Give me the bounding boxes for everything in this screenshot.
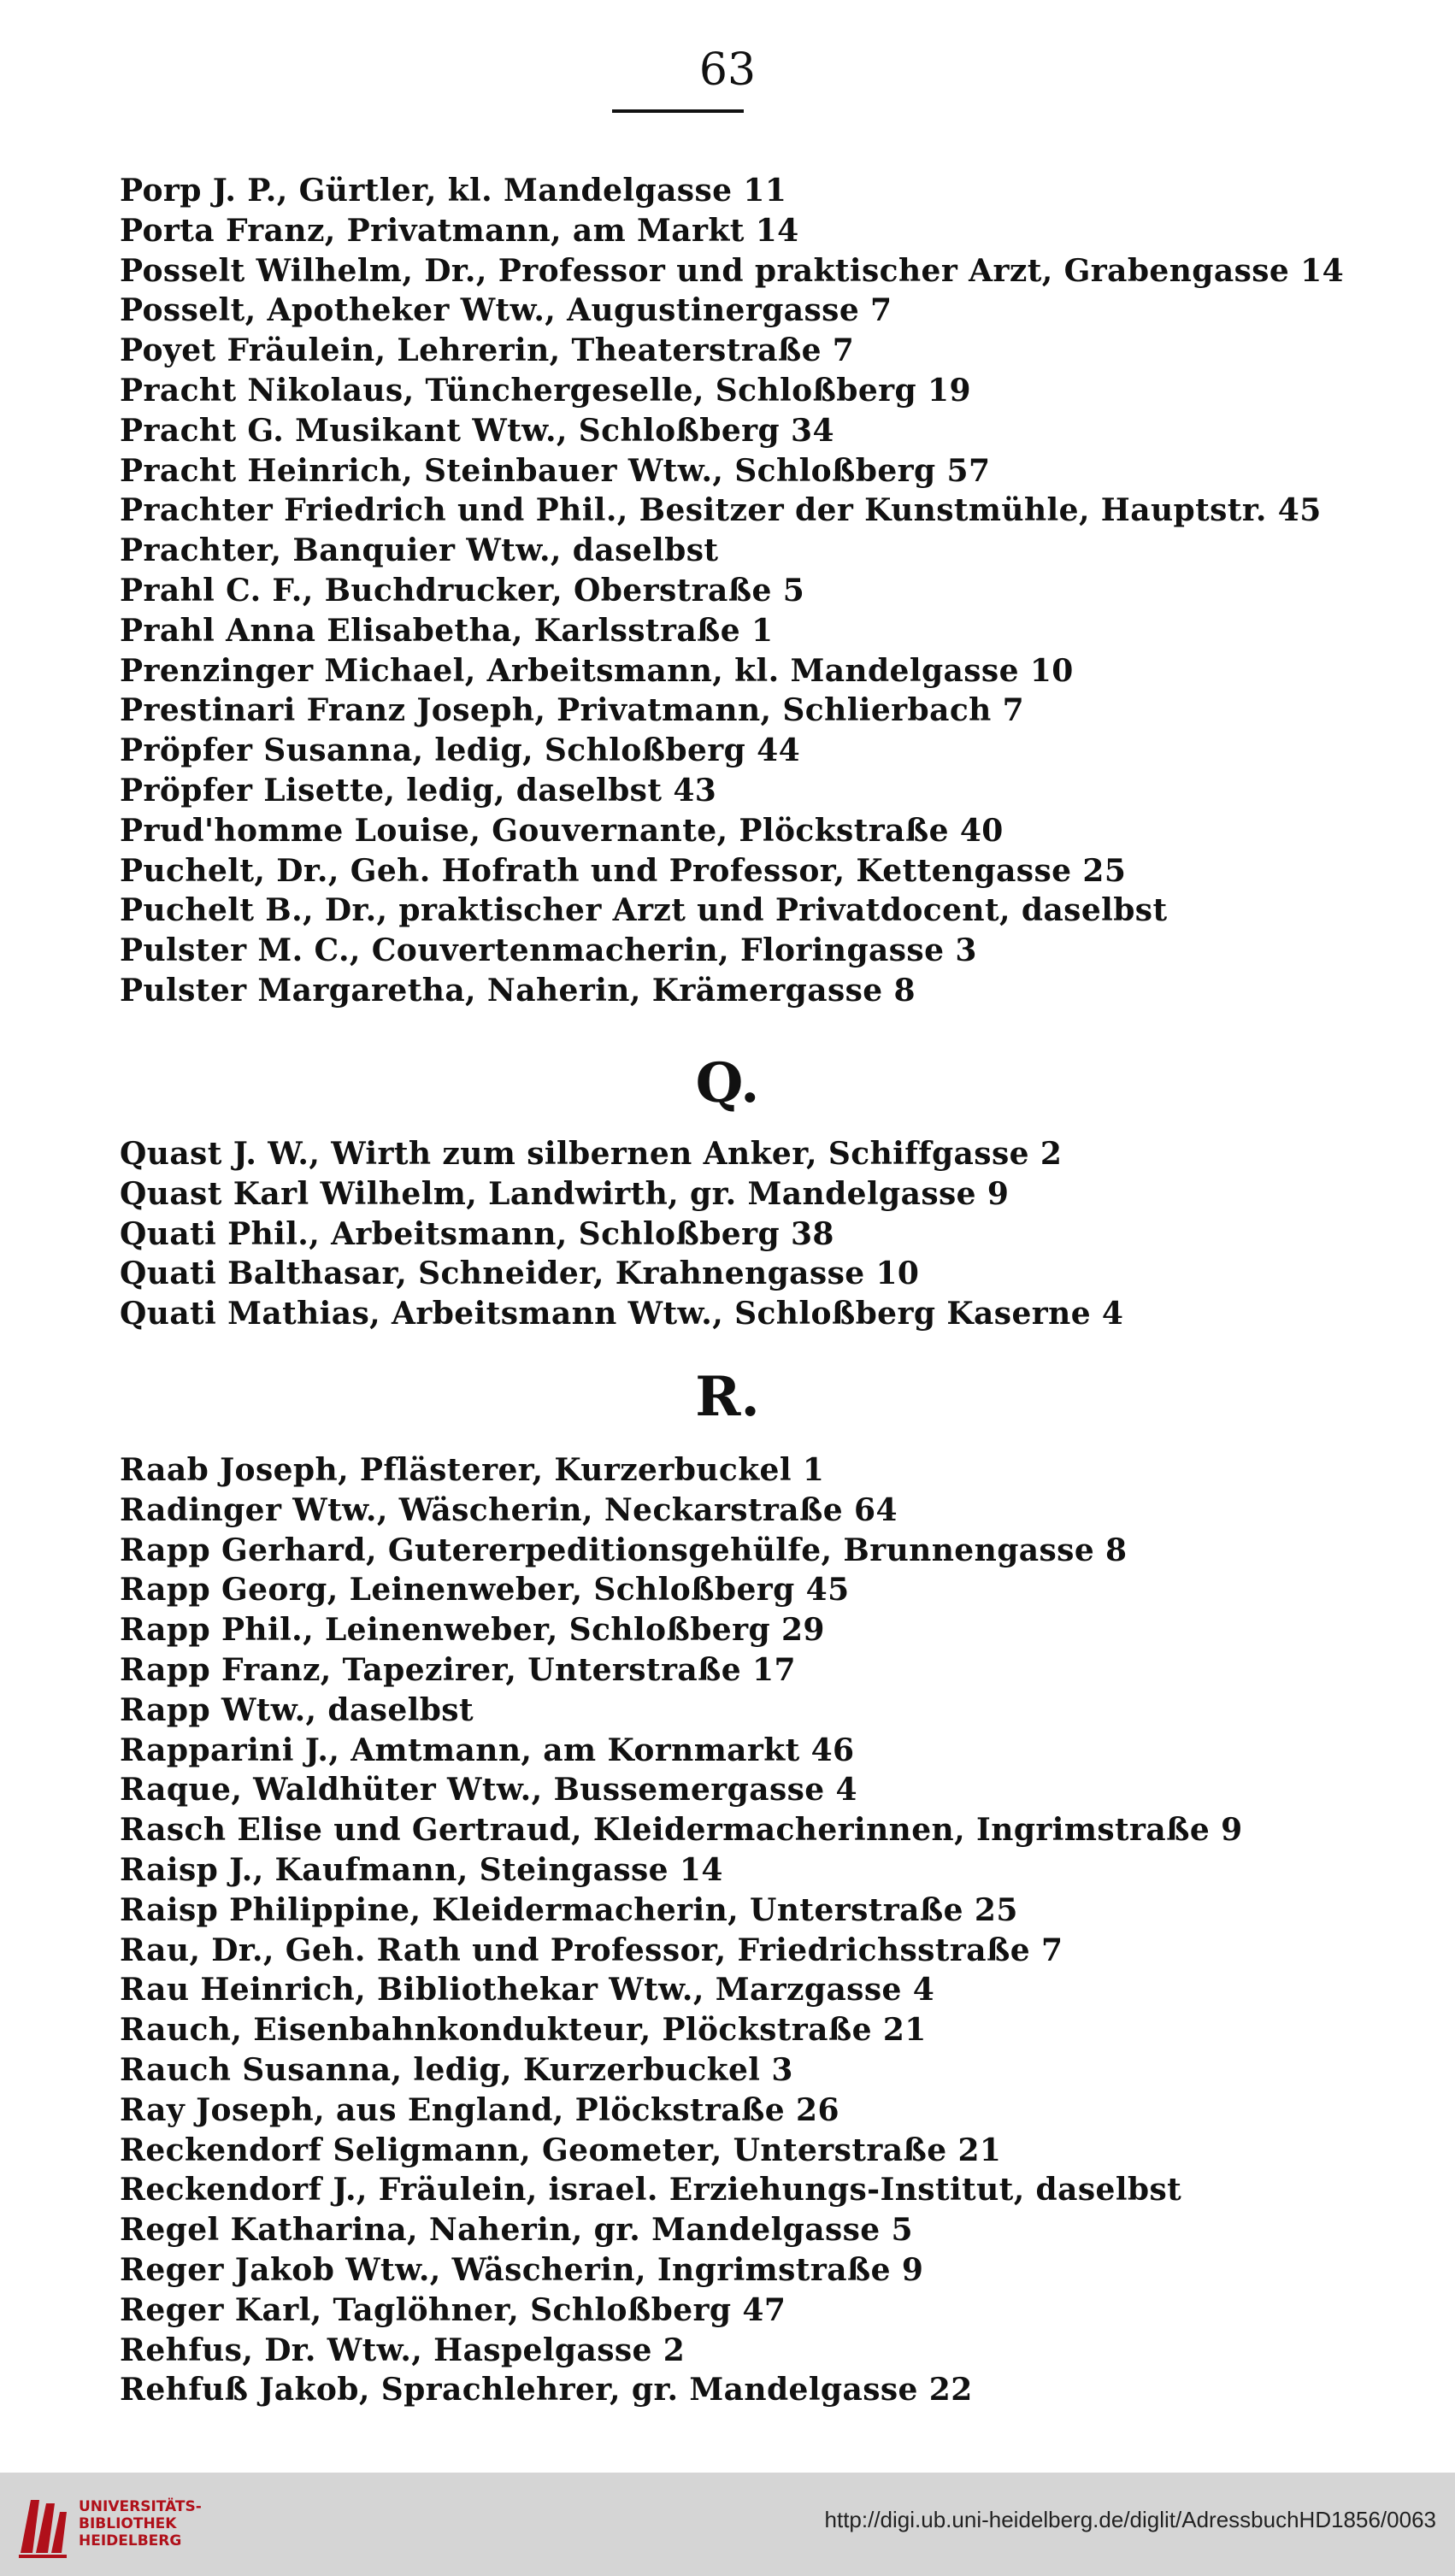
directory-list-r (120, 1450, 1243, 2410)
directory-entry: Rehfuß Jakob, Sprachlehrer, gr. Mandelgasse 22 (120, 2372, 973, 2408)
logo-line: UNIVERSITÄTS- (79, 2498, 202, 2515)
directory-entry: Rapp Gerhard, Gutererpeditionsgehülfe, Brunnengasse 8 (120, 1532, 1128, 1568)
section-heading-q: Q. (695, 1051, 760, 1115)
directory-entry: Rapp Georg, Leinenweber, Schloßberg 45 (120, 1572, 850, 1609)
directory-entry: Raab Joseph, Pflästerer, Kurzerbuckel 1 (120, 1452, 825, 1488)
directory-entry: Prud'homme Louise, Gouvernante, Plöckstraße 40 (120, 812, 1004, 849)
directory-entry: Reckendorf J., Fräulein, israel. Erziehungs-Institut, daselbst (120, 2172, 1182, 2208)
directory-entry: Prahl Anna Elisabetha, Karlsstraße 1 (120, 612, 774, 649)
directory-entry: Rapp Wtw., daselbst (120, 1691, 474, 1728)
directory-entry: Raque, Waldhüter Wtw., Bussemergasse 4 (120, 1772, 857, 1808)
directory-entry: Pracht Heinrich, Steinbauer Wtw., Schloßberg 57 (120, 452, 991, 489)
directory-entry: Rasch Elise und Gertraud, Kleidermacherinnen, Ingrimstraße 9 (120, 1812, 1243, 1849)
directory-entry: Rapp Phil., Leinenweber, Schloßberg 29 (120, 1612, 825, 1649)
directory-entry: Rehfus, Dr. Wtw., Haspelgasse 2 (120, 2332, 686, 2368)
directory-entry: Radinger Wtw., Wäscherin, Neckarstraße 64 (120, 1491, 898, 1528)
page-number-rule (612, 109, 744, 113)
directory-entry: Raisp Philippine, Kleidermacherin, Unterstraße 25 (120, 1891, 1018, 1928)
source-url-link[interactable]: http://digi.ub.uni-heidelberg.de/diglit/AdressbuchHD1856/0063 (824, 2507, 1436, 2532)
footer-bar (0, 2473, 1455, 2576)
directory-entry: Prenzinger Michael, Arbeitsmann, kl. Mandelgasse 10 (120, 652, 1074, 689)
directory-entry: Ray Joseph, aus England, Plöckstraße 26 (120, 2091, 839, 2128)
directory-entry: Prachter, Banquier Wtw., daselbst (120, 532, 719, 569)
logo-line: BIBLIOTHEK (79, 2515, 177, 2532)
page-number: 63 (698, 44, 757, 96)
directory-entry: Reger Karl, Taglöhner, Schloßberg 47 (120, 2291, 786, 2328)
library-logo-icon (15, 2491, 68, 2560)
directory-entry: Reger Jakob Wtw., Wäscherin, Ingrimstraße 9 (120, 2251, 924, 2288)
directory-entry: Pulster Margaretha, Naherin, Krämergasse 8 (120, 972, 916, 1009)
directory-entry: Posselt Wilhelm, Dr., Professor und praktischer Arzt, Grabengasse 14 (120, 252, 1345, 289)
directory-entry: Rau, Dr., Geh. Rath und Professor, Friedrichsstraße 7 (120, 1932, 1063, 1968)
directory-entry: Regel Katharina, Naherin, gr. Mandelgasse 5 (120, 2212, 913, 2249)
directory-entry: Quati Phil., Arbeitsmann, Schloßberg 38 (120, 1215, 834, 1252)
directory-entry: Porta Franz, Privatmann, am Markt 14 (120, 212, 799, 249)
directory-entry: Prestinari Franz Joseph, Privatmann, Schlierbach 7 (120, 692, 1025, 729)
directory-entry: Quast J. W., Wirth zum silbernen Anker, Schiffgasse 2 (120, 1136, 1063, 1172)
directory-entry: Pröpfer Susanna, ledig, Schloßberg 44 (120, 732, 801, 769)
directory-entry: Rauch Susanna, ledig, Kurzerbuckel 3 (120, 2051, 793, 2088)
directory-list-q (120, 1134, 1123, 1334)
section-heading-r: R. (695, 1365, 760, 1429)
directory-entry: Posselt, Apotheker Wtw., Augustinergasse 7 (120, 292, 892, 329)
directory-entry: Prachter Friedrich und Phil., Besitzer der Kunstmühle, Hauptstr. 45 (120, 492, 1322, 529)
directory-entry: Quast Karl Wilhelm, Landwirth, gr. Mandelgasse 9 (120, 1175, 1010, 1212)
directory-entry: Porp J. P., Gürtler, kl. Mandelgasse 11 (120, 173, 787, 209)
directory-entry: Rau Heinrich, Bibliothekar Wtw., Marzgasse 4 (120, 1972, 935, 2008)
directory-entry: Pulster M. C., Couvertenmacherin, Floringasse 3 (120, 932, 977, 969)
directory-entry: Puchelt, Dr., Geh. Hofrath und Professor, Kettengasse 25 (120, 852, 1127, 889)
directory-entry: Rapp Franz, Tapezirer, Unterstraße 17 (120, 1651, 796, 1688)
directory-entry: Poyet Fräulein, Lehrerin, Theaterstraße 7 (120, 332, 855, 369)
library-logo-text (79, 2498, 202, 2550)
directory-entry: Pracht G. Musikant Wtw., Schloßberg 34 (120, 412, 834, 449)
logo-line: HEIDELBERG (79, 2532, 182, 2550)
directory-list-p (120, 171, 1344, 1011)
directory-entry: Pracht Nikolaus, Tünchergeselle, Schloßberg 19 (120, 372, 971, 409)
directory-entry: Pröpfer Lisette, ledig, daselbst 43 (120, 772, 717, 809)
directory-entry: Reckendorf Seligmann, Geometer, Unterstraße 21 (120, 2132, 1002, 2168)
directory-entry: Quati Mathias, Arbeitsmann Wtw., Schloßberg Kaserne 4 (120, 1296, 1124, 1332)
directory-entry: Raisp J., Kaufmann, Steingasse 14 (120, 1851, 723, 1888)
directory-entry: Quati Balthasar, Schneider, Krahnengasse 10 (120, 1256, 920, 1292)
directory-entry: Rauch, Eisenbahnkondukteur, Plöckstraße 21 (120, 2012, 927, 2049)
directory-entry: Prahl C. F., Buchdrucker, Oberstraße 5 (120, 572, 805, 609)
directory-entry: Rapparini J., Amtmann, am Kornmarkt 46 (120, 1732, 855, 1768)
directory-entry: Puchelt B., Dr., praktischer Arzt und Privatdocent, daselbst (120, 892, 1168, 929)
